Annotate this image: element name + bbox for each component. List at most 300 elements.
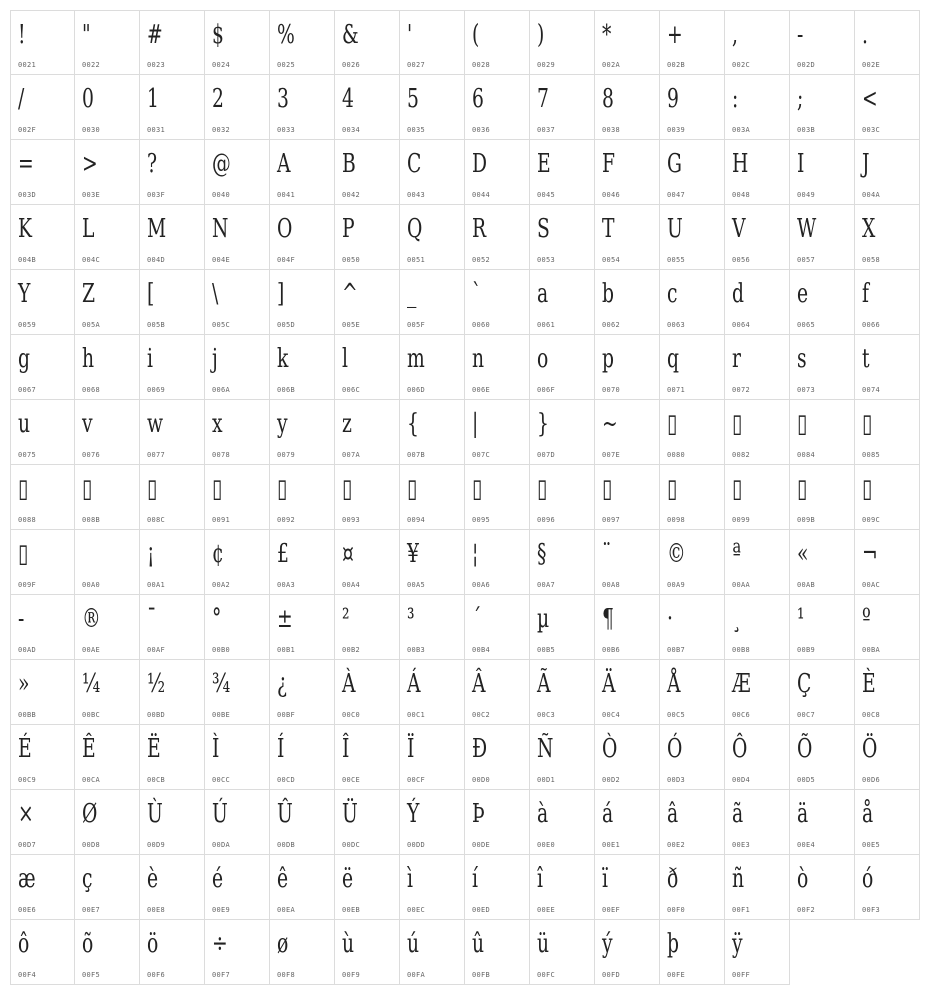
glyph-cell	[530, 10, 595, 75]
glyph-code-label: 0025	[277, 61, 296, 69]
glyph-cell	[465, 530, 530, 595]
glyph-sample: Ú	[212, 799, 228, 829]
glyph-code-label: 0073	[797, 386, 816, 394]
glyph-sample: ▯	[797, 409, 808, 439]
glyph-code-label: 00A2	[212, 581, 231, 589]
glyph-sample: "	[82, 20, 91, 50]
glyph-sample: C	[407, 149, 422, 179]
glyph-sample: ã	[732, 799, 744, 829]
glyph-sample: ▯	[537, 474, 548, 504]
glyph-cell	[270, 140, 335, 205]
glyph-sample: ▯	[732, 409, 743, 439]
glyph-code-label: 0063	[667, 321, 686, 329]
glyph-code-label: 00E1	[602, 841, 621, 849]
glyph-sample: Û	[277, 799, 293, 829]
glyph-code-label: 007E	[602, 451, 621, 459]
glyph-code-label: 0076	[82, 451, 101, 459]
glyph-code-label: 00EC	[407, 906, 426, 914]
glyph-sample: ¡	[147, 539, 155, 569]
glyph-sample: Ý	[407, 799, 420, 829]
glyph-cell	[335, 140, 400, 205]
glyph-code-label: 005E	[342, 321, 361, 329]
glyph-sample: Ü	[342, 799, 358, 829]
glyph-code-label: 00E2	[667, 841, 686, 849]
glyph-sample: ù	[342, 929, 355, 959]
glyph-sample: â	[667, 799, 679, 829]
glyph-cell	[335, 335, 400, 400]
glyph-code-label: 006E	[472, 386, 491, 394]
glyph-cell	[205, 465, 270, 530]
glyph-code-label: 00A5	[407, 581, 426, 589]
glyph-code-label: 0075	[18, 451, 37, 459]
glyph-sample: ▯	[18, 539, 29, 569]
glyph-cell	[790, 530, 855, 595]
glyph-sample: =	[18, 149, 34, 179]
glyph-code-label: 0060	[472, 321, 491, 329]
glyph-sample: T	[602, 214, 615, 244]
glyph-sample: ¤	[342, 539, 354, 569]
glyph-cell	[660, 10, 725, 75]
glyph-cell	[10, 530, 75, 595]
glyph-cell	[335, 790, 400, 855]
glyph-code-label: 00C4	[602, 711, 621, 719]
glyph-cell	[75, 855, 140, 920]
glyph-code-label: 00A9	[667, 581, 686, 589]
glyph-code-label: 0065	[797, 321, 816, 329]
glyph-code-label: 0095	[472, 516, 491, 524]
glyph-code-label: 00A8	[602, 581, 621, 589]
glyph-cell	[725, 10, 790, 75]
glyph-code-label: 00D6	[862, 776, 881, 784]
glyph-code-label: 00C5	[667, 711, 686, 719]
glyph-cell	[75, 205, 140, 270]
glyph-cell	[790, 400, 855, 465]
glyph-sample: ▯	[147, 474, 158, 504]
glyph-cell	[10, 205, 75, 270]
glyph-code-label: 00D3	[667, 776, 686, 784]
glyph-cell	[725, 400, 790, 465]
glyph-cell	[465, 400, 530, 465]
glyph-code-label: 00DD	[407, 841, 426, 849]
glyph-cell	[595, 400, 660, 465]
glyph-cell	[530, 335, 595, 400]
glyph-cell	[400, 465, 465, 530]
glyph-sample: Ñ	[537, 734, 554, 764]
glyph-code-label: 0028	[472, 61, 491, 69]
glyph-cell	[10, 790, 75, 855]
glyph-sample: ▯	[667, 409, 678, 439]
glyph-cell	[270, 725, 335, 790]
glyph-code-label: 00B1	[277, 646, 296, 654]
glyph-code-label: 004A	[862, 191, 881, 199]
glyph-cell	[335, 920, 400, 985]
glyph-cell	[725, 660, 790, 725]
glyph-code-label: 00B9	[797, 646, 816, 654]
glyph-sample: þ	[667, 929, 679, 959]
glyph-code-label: 008B	[82, 516, 101, 524]
glyph-cell	[725, 140, 790, 205]
glyph-cell	[140, 660, 205, 725]
glyph-cell	[400, 205, 465, 270]
glyph-cell	[530, 790, 595, 855]
glyph-sample: Ó	[667, 734, 683, 764]
glyph-cell	[205, 660, 270, 725]
glyph-cell	[855, 205, 920, 270]
glyph-sample: {	[407, 409, 419, 439]
glyph-code-label: 006B	[277, 386, 296, 394]
glyph-cell	[400, 920, 465, 985]
glyph-code-label: 00C1	[407, 711, 426, 719]
glyph-sample: ¶	[602, 604, 614, 634]
glyph-cell	[270, 465, 335, 530]
glyph-code-label: 0053	[537, 256, 556, 264]
glyph-sample: û	[472, 929, 485, 959]
glyph-sample: º	[862, 604, 871, 634]
glyph-sample: '	[407, 20, 413, 50]
glyph-sample: &	[342, 20, 359, 50]
glyph-sample: q	[667, 344, 679, 374]
glyph-code-label: 0044	[472, 191, 491, 199]
glyph-cell	[10, 335, 75, 400]
glyph-cell	[335, 595, 400, 660]
glyph-sample: ²	[342, 604, 350, 634]
glyph-cell	[465, 335, 530, 400]
glyph-code-label: 00D7	[18, 841, 37, 849]
glyph-cell	[855, 595, 920, 660]
glyph-cell	[140, 595, 205, 660]
glyph-cell	[400, 400, 465, 465]
glyph-sample: Â	[472, 669, 486, 699]
glyph-sample: ,	[732, 20, 738, 50]
glyph-code-label: 004D	[147, 256, 166, 264]
glyph-sample: r	[732, 344, 741, 374]
glyph-cell	[790, 10, 855, 75]
glyph-sample: Ð	[472, 734, 488, 764]
glyph-cell	[725, 855, 790, 920]
glyph-code-label: 00DB	[277, 841, 296, 849]
glyph-code-label: 00FE	[667, 971, 686, 979]
glyph-code-label: 00A1	[147, 581, 166, 589]
glyph-cell	[660, 530, 725, 595]
glyph-sample: ¿	[277, 669, 288, 699]
glyph-cell	[270, 855, 335, 920]
glyph-code-label: 0051	[407, 256, 426, 264]
glyph-code-label: 0064	[732, 321, 751, 329]
glyph-sample: V	[732, 214, 746, 244]
glyph-code-label: 0097	[602, 516, 621, 524]
glyph-code-label: 00F3	[862, 906, 881, 914]
glyph-code-label: 00F7	[212, 971, 231, 979]
glyph-code-label: 00DA	[212, 841, 231, 849]
glyph-cell	[855, 790, 920, 855]
glyph-code-label: 00AF	[147, 646, 166, 654]
glyph-code-label: 00C7	[797, 711, 816, 719]
glyph-cell	[270, 595, 335, 660]
glyph-cell	[400, 75, 465, 140]
glyph-code-label: 00A4	[342, 581, 361, 589]
glyph-code-label: 00CF	[407, 776, 426, 784]
glyph-sample: *	[602, 20, 612, 50]
glyph-code-label: 00AB	[797, 581, 816, 589]
glyph-code-label: 0048	[732, 191, 751, 199]
glyph-sample: ×	[18, 799, 34, 829]
glyph-sample: ▯	[342, 474, 353, 504]
glyph-cell	[10, 270, 75, 335]
glyph-sample: 4	[342, 84, 354, 114]
glyph-code-label: 0033	[277, 126, 296, 134]
glyph-sample: ô	[18, 929, 30, 959]
glyph-sample: _	[407, 279, 417, 309]
glyph-cell	[270, 400, 335, 465]
glyph-code-label: 0024	[212, 61, 231, 69]
glyph-sample: |	[472, 409, 479, 439]
glyph-cell	[140, 75, 205, 140]
glyph-sample: ÿ	[732, 929, 743, 959]
glyph-sample: P	[342, 214, 355, 244]
glyph-code-label: 00D1	[537, 776, 556, 784]
glyph-sample: S	[537, 214, 550, 244]
glyph-cell	[465, 465, 530, 530]
glyph-code-label: 0082	[732, 451, 751, 459]
glyph-cell	[205, 10, 270, 75]
glyph-sample: x	[212, 409, 223, 439]
glyph-sample: õ	[82, 929, 94, 959]
glyph-sample: Ê	[82, 734, 96, 764]
glyph-sample: á	[602, 799, 614, 829]
glyph-cell	[75, 270, 140, 335]
glyph-cell	[400, 335, 465, 400]
glyph-sample: G	[667, 149, 682, 179]
glyph-sample: +	[667, 20, 683, 50]
glyph-sample: $	[212, 20, 224, 50]
glyph-sample: ¼	[82, 669, 101, 699]
glyph-cell	[595, 855, 660, 920]
glyph-sample: k	[277, 344, 289, 374]
glyph-cell	[660, 725, 725, 790]
glyph-code-label: 004B	[18, 256, 37, 264]
glyph-code-label: 0052	[472, 256, 491, 264]
glyph-code-label: 003A	[732, 126, 751, 134]
glyph-sample: µ	[537, 604, 550, 634]
glyph-code-label: 00FA	[407, 971, 426, 979]
glyph-sample: ¥	[407, 539, 419, 569]
glyph-cell	[140, 920, 205, 985]
glyph-sample: Á	[407, 669, 421, 699]
glyph-cell	[400, 140, 465, 205]
glyph-sample: ý	[602, 929, 613, 959]
glyph-code-label: 002E	[862, 61, 881, 69]
glyph-cell	[530, 400, 595, 465]
glyph-cell	[595, 660, 660, 725]
glyph-cell	[10, 595, 75, 660]
glyph-code-label: 0030	[82, 126, 101, 134]
glyph-sample: `	[472, 279, 482, 309]
glyph-sample: æ	[18, 864, 36, 894]
glyph-cell	[75, 595, 140, 660]
glyph-code-label: 00AA	[732, 581, 751, 589]
glyph-sample: /	[18, 84, 25, 114]
glyph-cell	[335, 855, 400, 920]
glyph-code-label: 009C	[862, 516, 881, 524]
glyph-cell	[140, 335, 205, 400]
glyph-sample: f	[862, 279, 869, 309]
glyph-cell	[270, 75, 335, 140]
glyph-cell	[595, 75, 660, 140]
glyph-cell	[205, 335, 270, 400]
glyph-cell	[725, 920, 790, 985]
glyph-cell	[725, 725, 790, 790]
glyph-sample: a	[537, 279, 549, 309]
glyph-code-label: 005B	[147, 321, 166, 329]
glyph-sample: ª	[732, 539, 741, 569]
glyph-sample: K	[18, 214, 32, 244]
glyph-sample: -	[797, 20, 804, 50]
glyph-sample: Ô	[732, 734, 748, 764]
glyph-code-label: 00B5	[537, 646, 556, 654]
glyph-code-label: 006D	[407, 386, 426, 394]
glyph-sample: R	[472, 214, 487, 244]
glyph-sample: N	[212, 214, 229, 244]
glyph-code-label: 00F8	[277, 971, 296, 979]
glyph-cell	[400, 660, 465, 725]
glyph-cell	[530, 205, 595, 270]
glyph-cell	[75, 660, 140, 725]
glyph-cell	[10, 10, 75, 75]
glyph-code-label: 00F1	[732, 906, 751, 914]
glyph-cell	[595, 725, 660, 790]
glyph-sample: J	[862, 149, 870, 179]
glyph-sample: <	[862, 84, 878, 114]
glyph-cell	[855, 855, 920, 920]
glyph-sample: )	[537, 20, 545, 50]
glyph-sample: Y	[18, 279, 31, 309]
glyph-sample: ]	[277, 279, 285, 309]
glyph-sample: Î	[342, 734, 350, 764]
glyph-code-label: 00E5	[862, 841, 881, 849]
glyph-code-label: 00C0	[342, 711, 361, 719]
glyph-cell	[465, 10, 530, 75]
glyph-code-label: 007A	[342, 451, 361, 459]
glyph-cell	[75, 400, 140, 465]
glyph-cell	[335, 725, 400, 790]
glyph-code-label: 00F2	[797, 906, 816, 914]
glyph-cell	[465, 790, 530, 855]
glyph-code-label: 009B	[797, 516, 816, 524]
glyph-cell	[855, 75, 920, 140]
glyph-cell	[400, 595, 465, 660]
glyph-sample: O	[277, 214, 293, 244]
glyph-cell	[790, 140, 855, 205]
glyph-code-label: 00ED	[472, 906, 491, 914]
glyph-code-label: 0054	[602, 256, 621, 264]
glyph-cell	[10, 725, 75, 790]
glyph-cell	[660, 595, 725, 660]
glyph-cell	[725, 595, 790, 660]
glyph-code-label: 00C9	[18, 776, 37, 784]
glyph-code-label: 0062	[602, 321, 621, 329]
glyph-sample: Ö	[862, 734, 878, 764]
glyph-sample: h	[82, 344, 95, 374]
glyph-code-label: 00C6	[732, 711, 751, 719]
glyph-sample: Å	[667, 669, 681, 699]
glyph-code-label: 00EF	[602, 906, 621, 914]
glyph-sample: ø	[277, 929, 289, 959]
glyph-code-label: 0091	[212, 516, 231, 524]
glyph-cell	[725, 790, 790, 855]
glyph-cell	[855, 660, 920, 725]
glyph-sample: s	[797, 344, 807, 374]
glyph-sample: Æ	[732, 669, 751, 699]
glyph-cell	[205, 400, 270, 465]
glyph-cell	[75, 725, 140, 790]
glyph-sample: è	[147, 864, 159, 894]
glyph-cell	[10, 660, 75, 725]
glyph-sample: z	[342, 409, 352, 439]
glyph-code-label: 0045	[537, 191, 556, 199]
glyph-sample: ú	[407, 929, 420, 959]
glyph-sample: ¦	[472, 539, 479, 569]
glyph-cell	[855, 530, 920, 595]
glyph-code-label: 00EA	[277, 906, 296, 914]
glyph-code-label: 007B	[407, 451, 426, 459]
glyph-cell	[10, 140, 75, 205]
glyph-code-label: 006F	[537, 386, 556, 394]
glyph-sample: å	[862, 799, 874, 829]
glyph-code-label: 00B2	[342, 646, 361, 654]
glyph-code-label: 00DC	[342, 841, 361, 849]
glyph-sample: m	[407, 344, 425, 374]
glyph-code-label: 00B0	[212, 646, 231, 654]
glyph-code-label: 00FB	[472, 971, 491, 979]
glyph-code-label: 0055	[667, 256, 686, 264]
glyph-code-label: 007C	[472, 451, 491, 459]
glyph-sample: ¬	[862, 539, 878, 569]
glyph-code-label: 00D2	[602, 776, 621, 784]
glyph-code-label: 00B7	[667, 646, 686, 654]
glyph-sample: ¸	[732, 604, 742, 634]
glyph-code-label: 00B6	[602, 646, 621, 654]
glyph-cell	[75, 530, 140, 595]
glyph-sample: w	[147, 409, 164, 439]
glyph-cell	[270, 660, 335, 725]
glyph-sample: #	[147, 20, 163, 50]
glyph-cell	[790, 270, 855, 335]
glyph-cell	[400, 855, 465, 920]
glyph-sample: p	[602, 344, 614, 374]
glyph-sample: n	[472, 344, 485, 374]
glyph-cell	[530, 75, 595, 140]
glyph-code-label: 0043	[407, 191, 426, 199]
glyph-code-label: 0035	[407, 126, 426, 134]
glyph-code-label: 00D8	[82, 841, 101, 849]
glyph-cell	[75, 10, 140, 75]
glyph-sample: 1	[147, 84, 159, 114]
glyph-sample: 7	[537, 84, 549, 114]
glyph-sample: §	[537, 539, 547, 569]
glyph-sample: 3	[277, 84, 289, 114]
glyph-cell	[595, 205, 660, 270]
glyph-cell	[725, 465, 790, 530]
glyph-cell	[660, 855, 725, 920]
glyph-code-label: 0069	[147, 386, 166, 394]
glyph-sample: ä	[797, 799, 809, 829]
glyph-cell	[725, 270, 790, 335]
glyph-code-label: 0078	[212, 451, 231, 459]
glyph-code-label: 0032	[212, 126, 231, 134]
glyph-code-label: 0066	[862, 321, 881, 329]
glyph-code-label: 00E9	[212, 906, 231, 914]
glyph-code-label: 00F6	[147, 971, 166, 979]
